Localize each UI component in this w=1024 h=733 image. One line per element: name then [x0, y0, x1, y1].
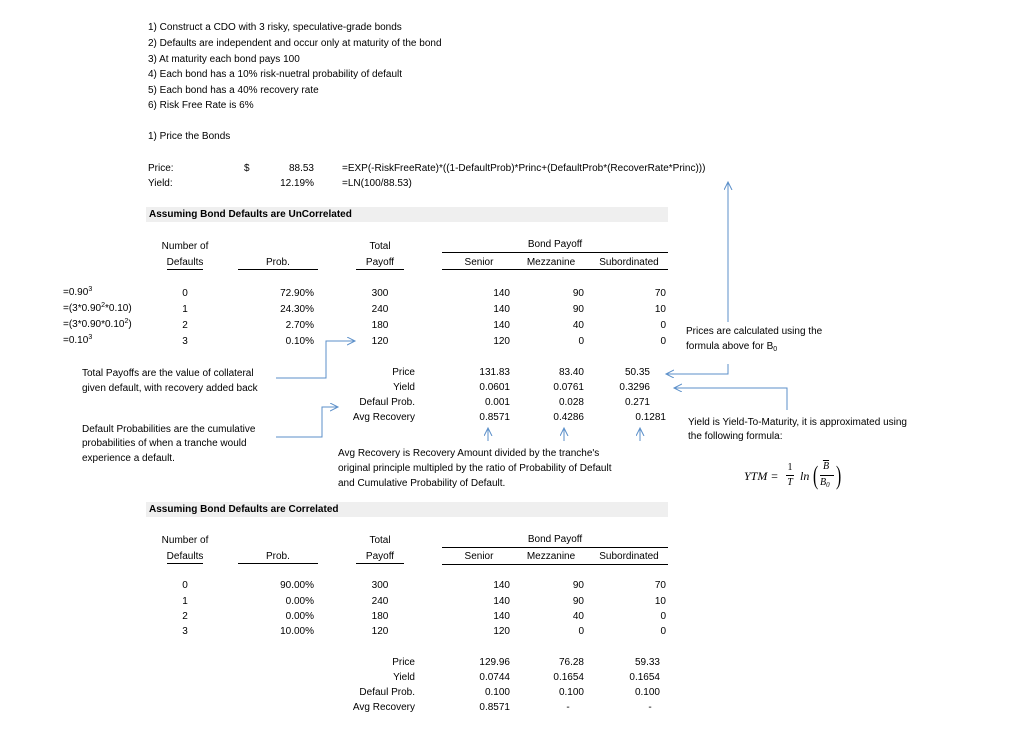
cell-defaults: 2 [182, 611, 188, 622]
header-prob: Prob. [238, 257, 316, 269]
yield-label: Yield: [148, 178, 173, 189]
cell-prob: 0.10% [285, 336, 314, 347]
note-line: experience a default. [82, 453, 175, 464]
assumption-item: 5) Each bond has a 40% recovery rate [148, 85, 319, 96]
header-bond-payoff: Bond Payoff [527, 534, 583, 545]
arrow-prices [666, 364, 728, 374]
stat-subordinated: 0.100 [634, 687, 660, 698]
cell-defaults: 3 [182, 336, 188, 347]
note-line: Yield is Yield-To-Maturity, it is approximated using [688, 417, 907, 428]
stat-label: Price [392, 657, 415, 668]
stat-senior: 131.83 [479, 367, 510, 378]
arrow-yield [674, 388, 787, 410]
yield-formula: =LN(100/88.53) [342, 178, 412, 189]
cell-total: 300 [371, 288, 389, 299]
header-rule [442, 269, 668, 270]
uncorrelated-title: Assuming Bond Defaults are UnCorrelated [149, 209, 352, 220]
header-mezzanine: Mezzanine [526, 551, 576, 562]
header-num-defaults: Number of [161, 241, 209, 252]
cell-mezzanine: 90 [572, 288, 584, 299]
cell-defaults: 0 [182, 288, 188, 299]
stat-label: Price [392, 367, 415, 378]
stat-senior: 0.100 [484, 687, 510, 698]
header-senior: Senior [464, 257, 494, 268]
prob-formula: $=(3*0.90*0.10^2)$ [63, 318, 132, 330]
ytm-b-bar: $\overline{B}$ [822, 461, 830, 472]
correlated-title: Assuming Bond Defaults are Correlated [149, 504, 339, 515]
yield-value: 12.19% [280, 178, 314, 189]
header-payoff: Payoff [346, 257, 414, 269]
assumption-item: 4) Each bond has a 10% risk-nuetral probability of default [148, 69, 403, 80]
stat-mezzanine: 0.0761 [553, 382, 584, 393]
header-rule [442, 252, 668, 253]
ytm-fraction-bar [786, 475, 794, 476]
cell-senior: 120 [493, 336, 510, 347]
note-line: and Cumulative Probability of Default. [338, 478, 506, 489]
ytm-numerator: 1 [787, 462, 793, 473]
ytm-ln: ln [800, 469, 810, 483]
ytm-paren-right: ) [836, 461, 842, 490]
cell-senior: 140 [493, 580, 510, 591]
stat-subordinated: 59.33 [634, 657, 660, 668]
note-line: probabilities of when a tranche would [82, 438, 247, 449]
cell-mezzanine: 0 [578, 336, 584, 347]
cell-subordinated: 10 [654, 596, 666, 607]
assumption-item: 1) Construct a CDO with 3 risky, speculative-grade bonds [148, 22, 402, 33]
header-num-defaults: Number of [161, 535, 209, 546]
header-bond-payoff: Bond Payoff [527, 239, 583, 250]
header-rule [442, 547, 668, 548]
cell-defaults: 3 [182, 626, 188, 637]
header-prob: Prob. [238, 551, 316, 563]
stat-mezzanine: - [566, 702, 570, 713]
note-line: formula above for $B_0$ [686, 341, 778, 353]
cell-prob: 10.00% [280, 626, 314, 637]
stat-subordinated: 50.35 [624, 367, 650, 378]
note-line: given default, with recovery added back [82, 383, 258, 394]
cell-total: 120 [371, 626, 389, 637]
cell-subordinated: 0 [660, 320, 666, 331]
assumption-item: 3) At maturity each bond pays 100 [148, 54, 300, 65]
arrow-default-prob [276, 407, 338, 437]
cell-defaults: 2 [182, 320, 188, 331]
cell-senior: 140 [493, 611, 510, 622]
stat-label: Defaul Prob. [359, 687, 415, 698]
cell-defaults: 1 [182, 596, 188, 607]
cell-subordinated: 10 [654, 304, 666, 315]
cell-senior: 140 [493, 596, 510, 607]
stat-mezzanine: 83.40 [558, 367, 584, 378]
price-label: Price: [148, 163, 174, 174]
currency-symbol: $ [244, 163, 250, 174]
stat-senior: 0.001 [484, 397, 510, 408]
cell-total: 120 [371, 336, 389, 347]
header-defaults: Defaults [166, 257, 204, 268]
assumption-item: 2) Defaults are independent and occur only at maturity of the bond [148, 38, 442, 49]
cell-prob: 0.00% [285, 611, 314, 622]
cell-subordinated: 70 [654, 288, 666, 299]
stat-label: Avg Recovery [352, 702, 415, 713]
cell-total: 300 [371, 580, 389, 591]
prob-formula: $=0.10^3$ [63, 334, 93, 346]
cell-total: 240 [371, 596, 389, 607]
header-payoff: Payoff [346, 551, 414, 563]
cell-mezzanine: 90 [572, 580, 584, 591]
cell-total: 180 [371, 611, 389, 622]
note-line: the following formula: [688, 431, 783, 442]
ytm-b0: $B_0$ [820, 477, 830, 489]
cell-defaults: 1 [182, 304, 188, 315]
stat-label: Yield [393, 382, 415, 393]
cell-total: 180 [371, 320, 389, 331]
cell-senior: 140 [493, 288, 510, 299]
cell-subordinated: 0 [660, 611, 666, 622]
cell-mezzanine: 90 [572, 596, 584, 607]
stat-subordinated: - [648, 702, 652, 713]
assumption-item: 6) Risk Free Rate is 6% [148, 100, 254, 111]
cell-prob: 72.90% [280, 288, 314, 299]
cell-senior: 140 [493, 304, 510, 315]
ytm-paren-left: ( [813, 461, 819, 490]
note-line: Prices are calculated using the [686, 326, 823, 337]
cell-prob: 0.00% [285, 596, 314, 607]
header-total: Total [369, 241, 391, 252]
cell-mezzanine: 90 [572, 304, 584, 315]
stat-senior: 0.8571 [479, 412, 510, 423]
stat-mezzanine: 0.1654 [553, 672, 584, 683]
note-line: original principle multipled by the ratio of Probability of Default [338, 463, 612, 474]
header-rule [442, 564, 668, 565]
cell-mezzanine: 40 [572, 611, 584, 622]
stat-subordinated: 0.1654 [629, 672, 660, 683]
stat-mezzanine: 0.100 [558, 687, 584, 698]
cell-prob: 90.00% [280, 580, 314, 591]
stat-subordinated: 0.1281 [635, 412, 666, 423]
stat-mezzanine: 0.4286 [553, 412, 584, 423]
cell-mezzanine: 0 [578, 626, 584, 637]
cell-defaults: 0 [182, 580, 188, 591]
price-value: 88.53 [288, 163, 314, 174]
cell-prob: 24.30% [280, 304, 314, 315]
header-defaults: Defaults [166, 551, 204, 562]
cell-subordinated: 70 [654, 580, 666, 591]
stat-label: Defaul Prob. [359, 397, 415, 408]
cell-prob: 2.70% [285, 320, 314, 331]
cell-senior: 140 [493, 320, 510, 331]
note-line: Avg Recovery is Recovery Amount divided by the tranche's [338, 448, 600, 459]
cell-total: 240 [371, 304, 389, 315]
header-subordinated: Subordinated [599, 257, 659, 268]
header-subordinated: Subordinated [599, 551, 659, 562]
prob-formula: $=0.90^3$ [63, 286, 93, 298]
step-title: 1) Price the Bonds [148, 131, 231, 142]
ytm-denominator: T [787, 477, 793, 488]
ytm-lhs: YTM = [744, 469, 779, 483]
cell-mezzanine: 40 [572, 320, 584, 331]
stat-subordinated: 0.271 [624, 397, 650, 408]
header-senior: Senior [464, 551, 494, 562]
stat-mezzanine: 76.28 [558, 657, 584, 668]
stat-label: Avg Recovery [352, 412, 415, 423]
cell-subordinated: 0 [660, 336, 666, 347]
stat-label: Yield [393, 672, 415, 683]
note-line: Total Payoffs are the value of collateral [82, 368, 254, 379]
price-formula: =EXP(-RiskFreeRate)*((1-DefaultProb)*Princ+(DefaultProb*(RecoverRate*Princ))) [342, 163, 706, 174]
prob-formula: $=(3*0.90^2*0.10)$ [63, 302, 132, 314]
note-line: Default Probabilities are the cumulative [82, 424, 256, 435]
stat-senior: 0.8571 [479, 702, 510, 713]
cell-subordinated: 0 [660, 626, 666, 637]
header-mezzanine: Mezzanine [526, 257, 576, 268]
stat-senior: 129.96 [479, 657, 510, 668]
stat-mezzanine: 0.028 [558, 397, 584, 408]
ytm-fraction-bar [820, 475, 834, 476]
stat-subordinated: 0.3296 [619, 382, 650, 393]
header-total: Total [369, 535, 391, 546]
stat-senior: 0.0744 [479, 672, 510, 683]
cell-senior: 120 [493, 626, 510, 637]
stat-senior: 0.0601 [479, 382, 510, 393]
